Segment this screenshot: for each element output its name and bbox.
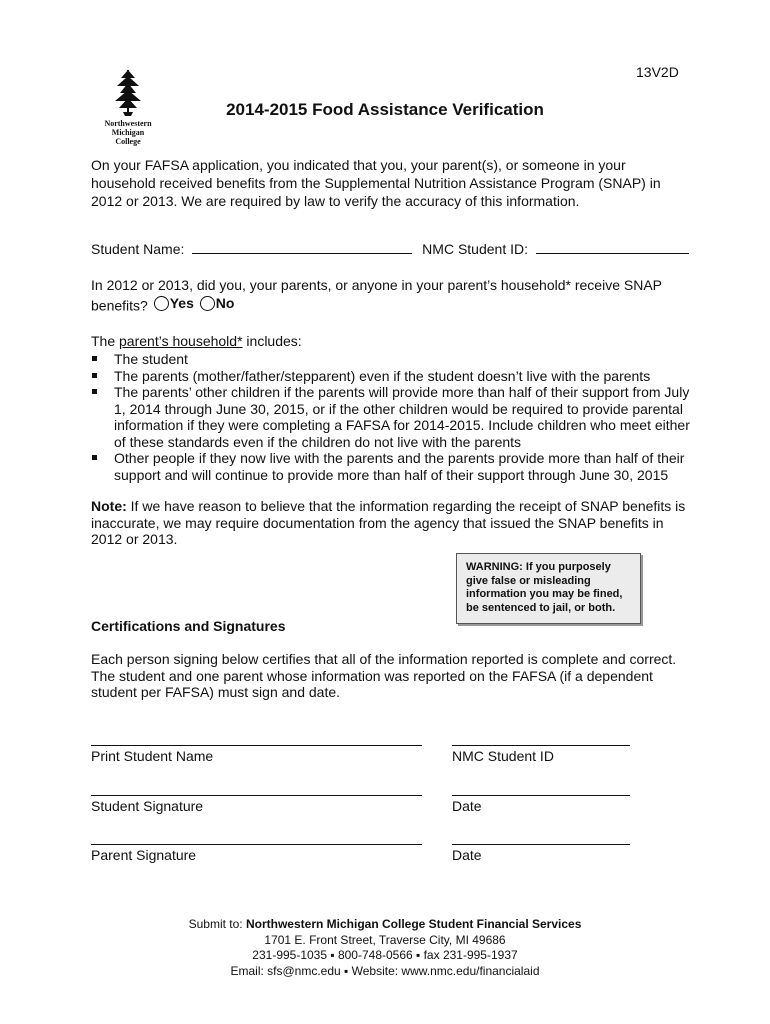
print-student-name-line[interactable] bbox=[91, 745, 422, 746]
logo-wordmark: Northwestern Michigan College bbox=[104, 119, 152, 146]
parent-signature-line[interactable] bbox=[91, 844, 422, 845]
student-name-input[interactable] bbox=[192, 240, 412, 254]
page-title: 2014-2015 Food Assistance Verification bbox=[226, 100, 544, 119]
form-code: 13V2D bbox=[636, 64, 679, 80]
parent-signature-label: Parent Signature bbox=[91, 847, 197, 863]
certifications-heading: Certifications and Signatures bbox=[91, 618, 286, 634]
bullet-icon bbox=[92, 389, 97, 394]
list-item: The student bbox=[91, 351, 691, 368]
parent-date-label: Date bbox=[452, 847, 482, 863]
note-label: Note: bbox=[91, 498, 127, 514]
no-option[interactable] bbox=[198, 294, 235, 312]
print-student-name-label: Print Student Name bbox=[91, 748, 214, 764]
list-item: The parents (mother/father/stepparent) even if the student doesn’t live with the parents bbox=[91, 368, 691, 385]
student-id-input[interactable] bbox=[536, 240, 689, 254]
intro-paragraph: On your FAFSA application, you indicated that you, your parent(s), or someone in your household received benefits from the Supplemental Nutrition Assistance Program (SNAP) in 2012 or 2013. We are required by law to verify the accuracy of this information. bbox=[91, 157, 661, 209]
student-name-label: Student Name: bbox=[91, 241, 185, 257]
household-list bbox=[91, 351, 691, 483]
note-paragraph: Note: If we have reason to believe that the information regarding the receipt of SNAP benefits is inaccurate, we may require documentation from the agency that issued the SNAP benefits in 2012 or 2013. bbox=[91, 498, 686, 547]
student-info-row bbox=[91, 240, 689, 257]
footer-address: 1701 E. Front Street, Traverse City, MI 49686 bbox=[264, 932, 506, 947]
student-date-line[interactable] bbox=[452, 795, 630, 796]
household-heading: The parent’s household* includes: bbox=[91, 333, 302, 349]
list-item: Other people if they now live with the parents and the parents provide more than half of their support and will continue to provide more than half of their support through June 30, 2015 bbox=[91, 450, 691, 483]
parent-date-line[interactable] bbox=[452, 844, 630, 845]
footer-submit-line: Submit to: Northwestern Michigan College Student Financial Services bbox=[188, 917, 582, 931]
yes-option[interactable] bbox=[152, 294, 194, 312]
certifications-text: Each person signing below certifies that all of the information reported is complete and correct. The student and one parent whose information was reported on the FAFSA (if a dependent student per FAFSA) must sign and date. bbox=[91, 651, 677, 700]
footer-contact bbox=[0, 917, 770, 979]
bullet-icon bbox=[92, 373, 97, 378]
yes-label: Yes bbox=[169, 295, 194, 311]
nmc-student-id-line[interactable] bbox=[452, 745, 630, 746]
list-item: The parents’ other children if the parents will provide more than half of their support from July 1, 2014 through June 30, 2015, or if the other children would be required to provide parental information if they were completing a FAFSA for 2014-2015. Include children who meet either of these standards even if the children do not live with the parents bbox=[91, 384, 691, 450]
no-label: No bbox=[215, 295, 235, 311]
snap-question-text: In 2012 or 2013, did you, your parents, or anyone in your parent’s household* receive SNAP benefits? bbox=[91, 277, 662, 314]
nmc-student-id-label: NMC Student ID bbox=[452, 748, 554, 764]
footer-phones: 231-995-1035 ▪ 800-748-0566 ▪ fax 231-995-1937 bbox=[252, 948, 518, 962]
student-id-label: NMC Student ID: bbox=[422, 241, 528, 257]
warning-box: WARNING: If you purposely give false or misleading information you may be fined, be sentenced to jail, or both. bbox=[456, 553, 641, 624]
footer-contact-line: Email: sfs@nmc.edu ▪ Website: www.nmc.edu/financialaid bbox=[230, 963, 540, 978]
no-radio[interactable] bbox=[200, 296, 215, 311]
household-term: parent’s household* bbox=[119, 333, 243, 349]
student-signature-label: Student Signature bbox=[91, 798, 204, 814]
snap-question bbox=[91, 276, 681, 315]
bullet-icon bbox=[92, 356, 97, 361]
student-date-label: Date bbox=[452, 798, 482, 814]
yes-radio[interactable] bbox=[154, 296, 169, 311]
student-signature-line[interactable] bbox=[91, 795, 422, 796]
bullet-icon bbox=[92, 455, 97, 460]
